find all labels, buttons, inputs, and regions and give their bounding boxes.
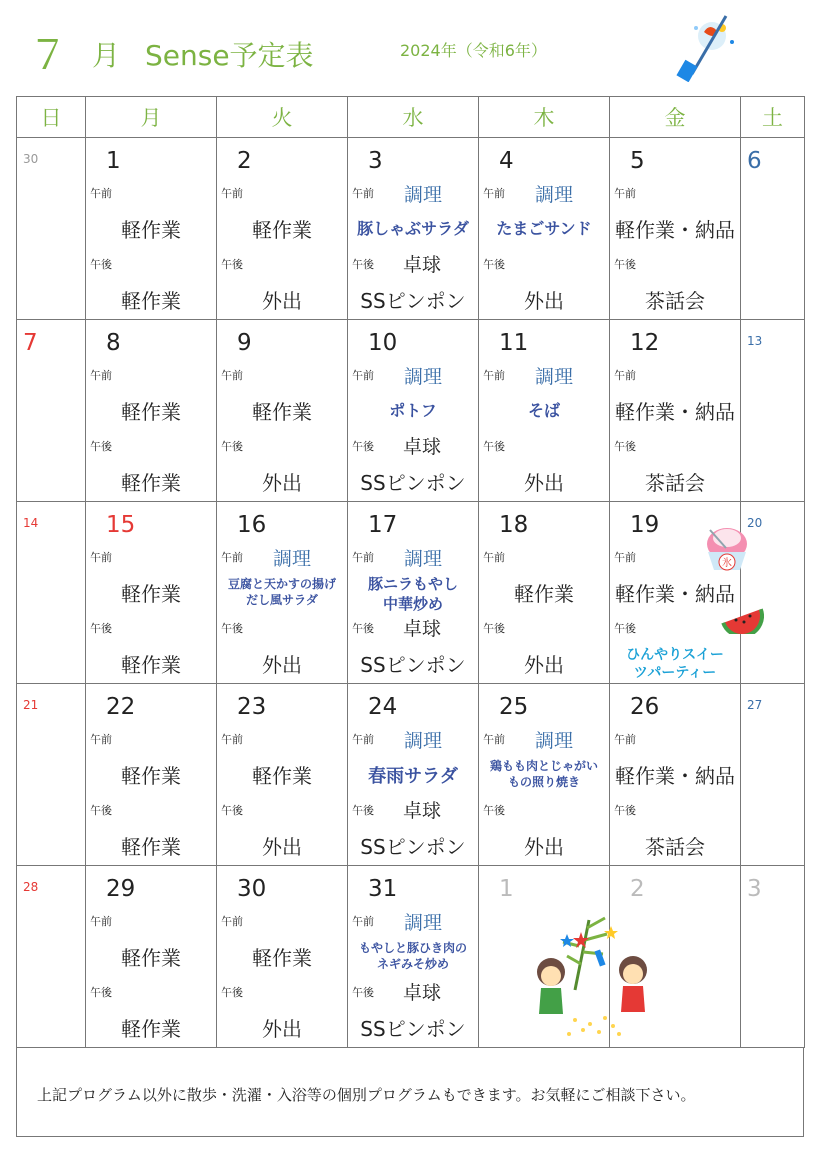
week-row — [17, 320, 805, 502]
pm-label: 午後 — [352, 258, 374, 271]
cooking-label: 調理 — [404, 184, 443, 206]
pm-label: 午後 — [221, 622, 243, 635]
day-cell-sat — [741, 502, 805, 684]
cooking-menu: ポトフ — [389, 401, 437, 420]
am-label: 午前 — [90, 369, 112, 382]
pm-activity-top: 卓球 — [402, 982, 441, 1004]
pm-activity: SSピンポン — [360, 1017, 466, 1041]
am-label: 午前 — [614, 551, 636, 564]
day-cell-sat — [741, 866, 805, 1048]
pm-label: 午後 — [483, 804, 505, 817]
am-label: 午前 — [352, 187, 374, 200]
am-label: 午前 — [221, 915, 243, 928]
pm-activity: 外出 — [262, 289, 302, 313]
day-number: 3 — [747, 876, 762, 902]
pm-activity: 軽作業 — [121, 1017, 181, 1041]
am-label: 午前 — [352, 915, 374, 928]
pm-activity-top: 卓球 — [402, 618, 441, 640]
cooking-menu: 豚しゃぶサラダ — [357, 219, 469, 238]
pm-label: 午後 — [90, 804, 112, 817]
page-header — [0, 0, 835, 90]
pm-activity: SSピンポン — [360, 289, 466, 313]
day-cell-sun — [17, 502, 86, 684]
day-number: 18 — [499, 512, 529, 538]
day-cell — [610, 502, 741, 684]
cooking-menu: 豆腐と天かすの揚げだし風サラダ — [227, 577, 336, 607]
am-label: 午前 — [90, 551, 112, 564]
pm-label: 午後 — [483, 622, 505, 635]
weekday-header-row — [17, 97, 805, 138]
day-number: 4 — [499, 148, 514, 174]
weekday-thu: 木 — [479, 97, 610, 138]
day-cell — [217, 320, 348, 502]
day-number: 24 — [368, 694, 398, 720]
day-cell — [479, 684, 610, 866]
day-cell — [610, 138, 741, 320]
day-number: 2 — [237, 148, 252, 174]
cooking-label: 調理 — [404, 548, 443, 570]
pm-label: 午後 — [352, 986, 374, 999]
am-label: 午前 — [221, 733, 243, 746]
day-cell-sun — [17, 684, 86, 866]
pm-activity-top: 卓球 — [402, 436, 441, 458]
day-cell-sun — [17, 866, 86, 1048]
pm-activity: 軽作業 — [121, 835, 181, 859]
am-label: 午前 — [352, 551, 374, 564]
pm-label: 午後 — [221, 440, 243, 453]
pm-activity: 外出 — [524, 653, 564, 677]
am-label: 午前 — [614, 733, 636, 746]
week-row — [17, 138, 805, 320]
am-activity: 軽作業 — [252, 764, 312, 788]
pm-label: 午後 — [614, 804, 636, 817]
am-activity: 軽作業・納品 — [615, 400, 735, 424]
am-activity: 軽作業・納品 — [615, 764, 735, 788]
calendar-table — [16, 96, 805, 1048]
am-label: 午前 — [483, 551, 505, 564]
pm-activity: 軽作業 — [121, 471, 181, 495]
am-label: 午前 — [90, 187, 112, 200]
am-label: 午前 — [352, 733, 374, 746]
pm-label: 午後 — [483, 440, 505, 453]
day-number: 2 — [630, 876, 645, 902]
schedule-title: Sense予定表 — [145, 39, 314, 72]
am-activity: 軽作業 — [252, 946, 312, 970]
am-label: 午前 — [483, 187, 505, 200]
day-number: 1 — [106, 148, 121, 174]
day-number: 30 — [237, 876, 267, 902]
day-number: 31 — [368, 876, 398, 902]
footer-note: 上記プログラム以外に散歩・洗濯・入浴等の個別プログラムもできます。お気軽にご相談下さい。 — [37, 1086, 696, 1104]
week-row — [17, 502, 805, 684]
day-cell-sat — [741, 320, 805, 502]
shaved-ice-label: 氷 — [722, 558, 732, 569]
weekday-sat: 土 — [741, 97, 805, 138]
day-cell — [86, 684, 217, 866]
day-number: 9 — [237, 330, 252, 356]
weekday-tue: 火 — [217, 97, 348, 138]
day-cell — [348, 684, 479, 866]
am-activity: 軽作業 — [252, 400, 312, 424]
am-label: 午前 — [614, 369, 636, 382]
pm-label: 午後 — [614, 622, 636, 635]
cooking-menu: 豚ニラもやし中華炒め — [367, 575, 458, 613]
am-activity: 軽作業・納品 — [615, 218, 735, 242]
pm-label: 午後 — [90, 440, 112, 453]
pm-activity-top: 卓球 — [402, 800, 441, 822]
am-activity: 軽作業・納品 — [615, 582, 735, 606]
day-cell — [348, 866, 479, 1048]
weekday-fri: 金 — [610, 97, 741, 138]
pm-label: 午後 — [614, 258, 636, 271]
pm-label: 午後 — [221, 986, 243, 999]
cooking-menu: たまごサンド — [496, 219, 592, 238]
pm-label: 午後 — [90, 258, 112, 271]
day-number: 3 — [368, 148, 383, 174]
pm-activity: 茶話会 — [645, 471, 705, 495]
day-number: 7 — [23, 330, 38, 356]
pm-label: 午後 — [221, 258, 243, 271]
day-cell-sat — [741, 684, 805, 866]
day-cell — [610, 684, 741, 866]
pm-activity: 茶話会 — [645, 835, 705, 859]
cooking-menu: そば — [527, 401, 560, 420]
pm-label: 午後 — [352, 804, 374, 817]
day-cell — [86, 866, 217, 1048]
pm-activity: 外出 — [262, 835, 302, 859]
pm-activity: 外出 — [262, 471, 302, 495]
am-label: 午前 — [90, 733, 112, 746]
day-number: 5 — [630, 148, 645, 174]
cooking-label: 調理 — [404, 366, 443, 388]
cooking-label: 調理 — [535, 184, 574, 206]
pm-label: 午後 — [483, 258, 505, 271]
day-cell-sat — [741, 138, 805, 320]
pm-activity: SSピンポン — [360, 471, 466, 495]
day-cell — [479, 320, 610, 502]
cooking-label: 調理 — [273, 548, 312, 570]
pm-activity: 外出 — [524, 835, 564, 859]
day-cell — [348, 502, 479, 684]
am-activity: 軽作業 — [121, 946, 181, 970]
am-label: 午前 — [483, 369, 505, 382]
day-number: 25 — [499, 694, 529, 720]
am-label: 午前 — [90, 915, 112, 928]
day-cell — [479, 502, 610, 684]
year-label: 2024年（令和6年） — [400, 41, 547, 60]
day-number: 8 — [106, 330, 121, 356]
pm-activity-top: 卓球 — [402, 254, 441, 276]
day-cell — [86, 320, 217, 502]
month-number: ７ — [28, 33, 68, 79]
am-label: 午前 — [614, 187, 636, 200]
cooking-menu: 鶏もも肉とじゃがいもの照り焼き — [489, 759, 598, 789]
pm-activity: 外出 — [524, 289, 564, 313]
day-number-holiday: 15 — [106, 512, 136, 538]
cooking-label: 調理 — [404, 730, 443, 752]
day-cell — [217, 866, 348, 1048]
pm-activity: ひんやりスイーツパーティー — [626, 647, 724, 681]
day-cell-sun — [17, 320, 86, 502]
pm-activity: 外出 — [524, 471, 564, 495]
week-row — [17, 684, 805, 866]
weekday-sun: 日 — [17, 97, 86, 138]
day-cell — [610, 320, 741, 502]
day-cell — [217, 684, 348, 866]
day-number: 20 — [747, 516, 763, 530]
am-label: 午前 — [483, 733, 505, 746]
day-number: 23 — [237, 694, 267, 720]
weekday-mon: 月 — [86, 97, 217, 138]
day-cell — [217, 502, 348, 684]
day-number: 28 — [23, 880, 39, 894]
day-number: 10 — [368, 330, 398, 356]
pm-label: 午後 — [90, 986, 112, 999]
wind-chime-icon — [676, 14, 736, 82]
cooking-label: 調理 — [404, 912, 443, 934]
month-label: 月 — [92, 39, 121, 72]
cooking-label: 調理 — [535, 730, 574, 752]
am-label: 午前 — [221, 551, 243, 564]
am-label: 午前 — [221, 187, 243, 200]
pm-label: 午後 — [352, 622, 374, 635]
day-cell — [479, 138, 610, 320]
day-cell — [217, 138, 348, 320]
cooking-label: 調理 — [535, 366, 574, 388]
am-activity: 軽作業 — [121, 764, 181, 788]
pm-activity: SSピンポン — [360, 835, 466, 859]
pm-label: 午後 — [90, 622, 112, 635]
day-number: 21 — [23, 698, 39, 712]
am-label: 午前 — [221, 369, 243, 382]
weekday-wed: 水 — [348, 97, 479, 138]
day-number: 14 — [23, 516, 39, 530]
am-activity: 軽作業 — [121, 400, 181, 424]
day-number: 30 — [23, 152, 39, 166]
day-number: 11 — [499, 330, 529, 356]
tanabata-illustration — [515, 910, 665, 1040]
am-activity: 軽作業 — [121, 218, 181, 242]
day-number: 19 — [630, 512, 660, 538]
am-activity: 軽作業 — [121, 582, 181, 606]
pm-label: 午後 — [352, 440, 374, 453]
day-number: 29 — [106, 876, 136, 902]
day-number: 1 — [499, 876, 514, 902]
day-number: 6 — [747, 148, 762, 174]
pm-activity: 外出 — [262, 1017, 302, 1041]
am-activity: 軽作業 — [252, 218, 312, 242]
am-activity: 軽作業 — [514, 582, 574, 606]
footer-note-box — [16, 1048, 804, 1137]
day-cell — [86, 502, 217, 684]
cooking-menu: もやしと豚ひき肉のネギみそ炒め — [358, 941, 467, 971]
week-row — [17, 866, 805, 1048]
pm-activity: SSピンポン — [360, 653, 466, 677]
day-number: 13 — [747, 334, 763, 348]
pm-activity: 茶話会 — [645, 289, 705, 313]
day-number: 16 — [237, 512, 267, 538]
pm-activity: 軽作業 — [121, 289, 181, 313]
day-number: 12 — [630, 330, 660, 356]
day-number: 17 — [368, 512, 398, 538]
cooking-menu: 春雨サラダ — [368, 766, 458, 787]
day-cell-sun — [17, 138, 86, 320]
pm-label: 午後 — [614, 440, 636, 453]
pm-activity: 軽作業 — [121, 653, 181, 677]
pm-activity: 外出 — [262, 653, 302, 677]
day-number: 22 — [106, 694, 136, 720]
day-number: 27 — [747, 698, 763, 712]
pm-label: 午後 — [221, 804, 243, 817]
day-number: 26 — [630, 694, 660, 720]
day-cell — [348, 138, 479, 320]
day-cell — [348, 320, 479, 502]
day-cell — [86, 138, 217, 320]
am-label: 午前 — [352, 369, 374, 382]
